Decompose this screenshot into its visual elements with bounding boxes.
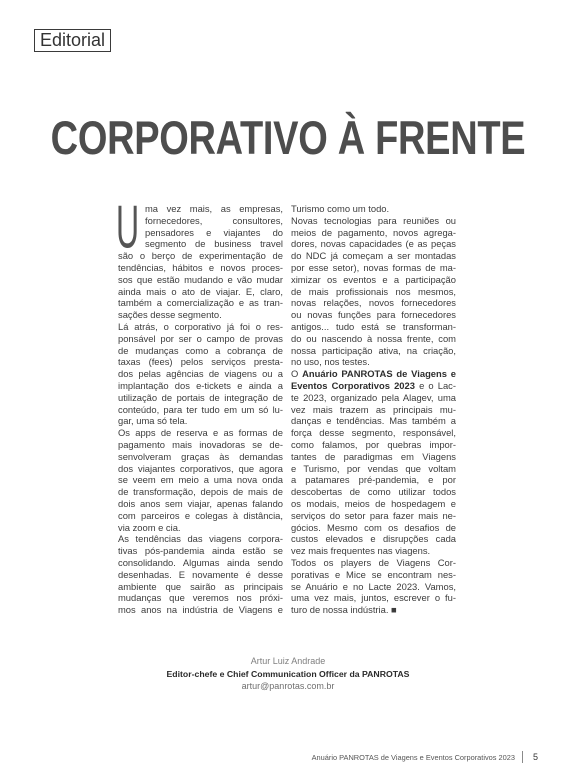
text-line: os modais, meios de hospedagem e [291,497,456,509]
text-line: gócios. Mesmo com os desafios de [291,521,456,533]
text-line: sos que estão mudando e vão mudar [118,273,283,285]
text-line: e Turismo, por vendas que voltam [291,462,456,474]
bold-text: Eventos Corporativos 2023 [291,379,415,391]
text-line: do NDC já começam a ser montadas [291,250,456,262]
text-line [291,380,456,392]
text-line: força desse segmento, responsável, [291,427,456,439]
text-line: tivas pós-pandemia ainda estão se [118,545,283,557]
author-name: Artur Luiz Andrade [250,656,326,666]
text-line: fornecedores, consultores, [145,214,283,226]
text-line: gar, uma só tela. [118,415,188,427]
author-signature [0,655,576,693]
page-footer [312,751,538,763]
article-column-left [118,203,283,616]
text-line: ainda mais o ato de viajar. E, claro, [118,285,283,297]
text-line: danças e tendências. Mas também a [291,415,456,427]
text-line: de transformação, depois de mais de [118,486,283,498]
text-line: consolidando. Algumas ainda sendo [118,556,283,568]
text-line: Lá atrás, o corporativo já foi o res- [118,320,283,332]
text-line: tantes de paradigmas em Viagens [291,450,456,462]
text-line: Os apps de reserva e as formas de [118,427,283,439]
text-line: também a comercialização e as tran- [118,297,283,309]
text-line: meios de pagamento, novos agrega- [291,226,456,238]
text-line: via zoom e cia. [118,521,181,533]
text-line: implantação dos e-tickets e ainda a [118,379,283,391]
text-line: se Anuário e no Lacte 2023. Vamos, [291,580,456,592]
text-line: porativas e Mice se encontram nes- [291,568,456,580]
text-line: ponsável por ser o campo de provas [118,332,283,344]
text-line: com parceiros e colegas à distância, [118,509,283,521]
text-line: serviços do setor para fazer mais ne- [291,509,456,521]
bold-text: Anuário PANROTAS de Viagens e [302,368,456,380]
page-number: 5 [532,752,538,762]
text-line: custos elevados e disrupções cada [291,533,456,545]
text-line: Todos os players de Viagens Cor- [291,556,456,568]
text-line: descobertas de como utilizar todos [291,486,456,498]
text-line: Novas tecnologias para reuniões ou [291,214,456,226]
text-line: ma vez mais, as empresas, [145,203,283,214]
text-line: como falamos, por quebras impor- [291,438,456,450]
text-line: ou novas funções para fornecedores [291,309,456,321]
text-line: turo de nossa indústria. ■ [291,604,397,616]
text-line: de mudanças como a cobrança de [118,344,283,356]
text-line: dores, novas capacidades (e as peças [291,238,456,250]
footer-divider [522,751,523,763]
text-line: Turismo como um todo. [291,203,390,214]
text-line: senvolveram graças às demandas [118,450,283,462]
headline: CORPORATIVO À FRENTE [50,112,526,165]
text-line: desenhadas. E novamente é desse [118,568,283,580]
text-line: de mais profissionais nos mesmos, [291,285,456,297]
text-line: mos anos na indústria de Viagens e [118,604,283,616]
text-line: do ou nascendo à nossa frente, com [291,332,456,344]
text-line: mudanças que veremos nos próxi- [118,592,283,604]
section-label: Editorial [34,29,111,52]
author-email: artur@panrotas.com.br [241,681,335,691]
text-line: taxas (fees) pelos serviços presta- [118,356,283,368]
text-segment: e o Lac- [414,379,456,391]
text-line: a patamares pré-pandemia, e por [291,474,456,486]
drop-cap: U [116,193,140,261]
text-line: uma vez mais, juntos, escrever o fu- [291,592,456,604]
text-line: pagamento mais inovadoras se de- [118,438,283,450]
text-line: dos pelas agências de viagens ou a [118,368,283,380]
text-line [291,368,456,380]
text-line: ambiente que sairão as principais [118,580,283,592]
publication-title: Anuário PANROTAS de Viagens e Eventos Corporativos 2023 [311,752,515,762]
text-line: por esse setor), novas formas de ma- [291,261,456,273]
article-column-right [291,203,456,616]
text-line: utilização de portais de integração de [118,391,283,403]
text-line: vez mais frequentes nas viagens. [291,545,431,557]
text-line: dois anos sem viajar, apenas falando [118,497,283,509]
text-line: vez mais trazem as principais mu- [291,403,456,415]
text-line: dos viajantes corporativos, que agora [118,462,283,474]
text-line: segmento de business travel [145,238,283,250]
text-line: no uso, nos testes. [291,356,370,368]
text-line: novas relações, novos fornecedores [291,297,456,309]
text-line: sações desse segmento. [118,309,222,321]
text-line: As tendências das viagens corpora- [118,533,283,545]
text-line: tendências, hábitos e novos proces- [118,261,283,273]
author-title: Editor-chefe e Chief Communication Officer da PANROTAS [166,668,410,679]
text-line: nossa participação ativa, na criação, [291,344,456,356]
text-line: são o berço de experimentação de [118,250,283,262]
text-line: se veem em meio a uma nova onda [118,474,283,486]
text-line: conteúdo, para ter tudo em um só lu- [118,403,283,415]
text-line: ximizar os eventos e a participação [291,273,456,285]
text-line: pensadores e viajantes do [145,226,283,238]
text-line: te 2023, organizado pela Alagev, uma [291,391,456,403]
text-line: antigos... tudo está se transforman- [291,320,456,332]
text-segment: O [291,368,303,380]
